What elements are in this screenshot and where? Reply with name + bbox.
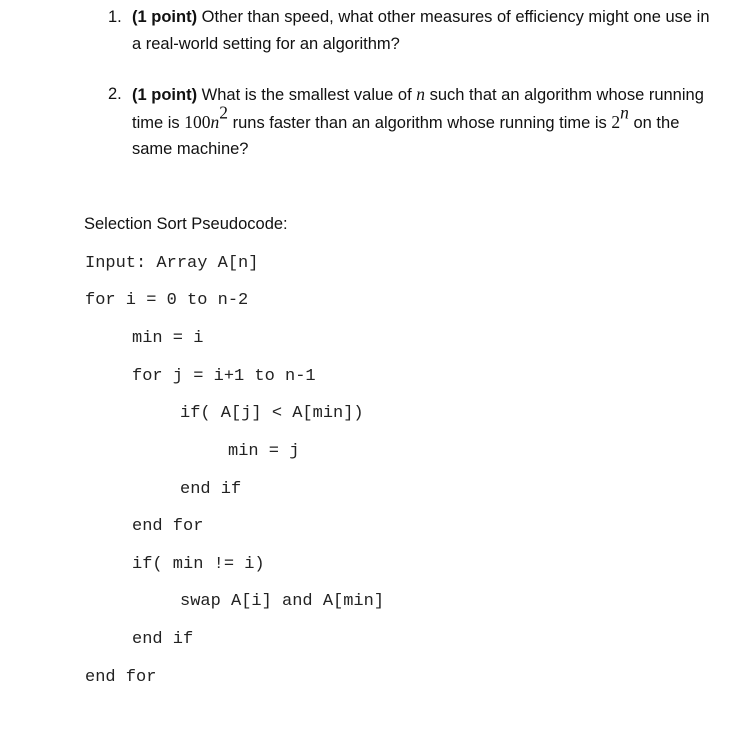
question-number: 2. [108, 85, 122, 103]
question-text-part: on the same machine? [132, 113, 680, 158]
math-expression-100n2 [184, 101, 229, 132]
question-points: (1 point) [132, 8, 198, 26]
pseudocode-heading: Selection Sort Pseudocode: [84, 215, 288, 233]
code-line-end-for-inner: end for [132, 517, 204, 536]
question-body [132, 4, 718, 57]
math-variable-n: n [416, 84, 426, 104]
code-line-for-i: for i = 0 to n-2 [85, 291, 249, 310]
question-1 [108, 4, 718, 57]
question-number: 1. [108, 8, 122, 26]
math-exponent: 2 [219, 101, 229, 122]
math-coefficient: 100 [184, 111, 211, 132]
code-line-min-assign: min = i [132, 329, 204, 348]
code-line-if-compare: if( A[j] < A[min]) [180, 404, 364, 423]
question-points: (1 point) [132, 86, 198, 104]
math-variable-n: n [210, 111, 220, 132]
code-line-input: Input: Array A[n] [85, 254, 259, 273]
code-line-end-if-outer: end if [132, 630, 194, 649]
question-text: Other than speed, what other measures of efficiency might one use in a real-world setting for an algorithm? [132, 8, 710, 53]
question-text-part: runs faster than an algorithm whose running time is [232, 113, 607, 132]
question-text-part: such that an algorithm whose running time is [132, 86, 704, 132]
math-exponent: n [620, 101, 629, 122]
code-line-min-update: min = j [228, 442, 300, 461]
code-line-end-if-inner: end if [180, 480, 242, 499]
code-line-swap: swap A[i] and A[min] [180, 592, 385, 611]
question-2 [108, 81, 718, 163]
question-text-part: What is the smallest value of [201, 86, 412, 104]
code-line-end-for-outer: end for [85, 668, 157, 687]
code-line-if-swap-check: if( min != i) [132, 555, 265, 574]
math-expression-2n [611, 101, 629, 132]
code-line-for-j: for j = i+1 to n-1 [132, 367, 316, 386]
question-body [132, 81, 718, 163]
math-base: 2 [611, 111, 621, 132]
